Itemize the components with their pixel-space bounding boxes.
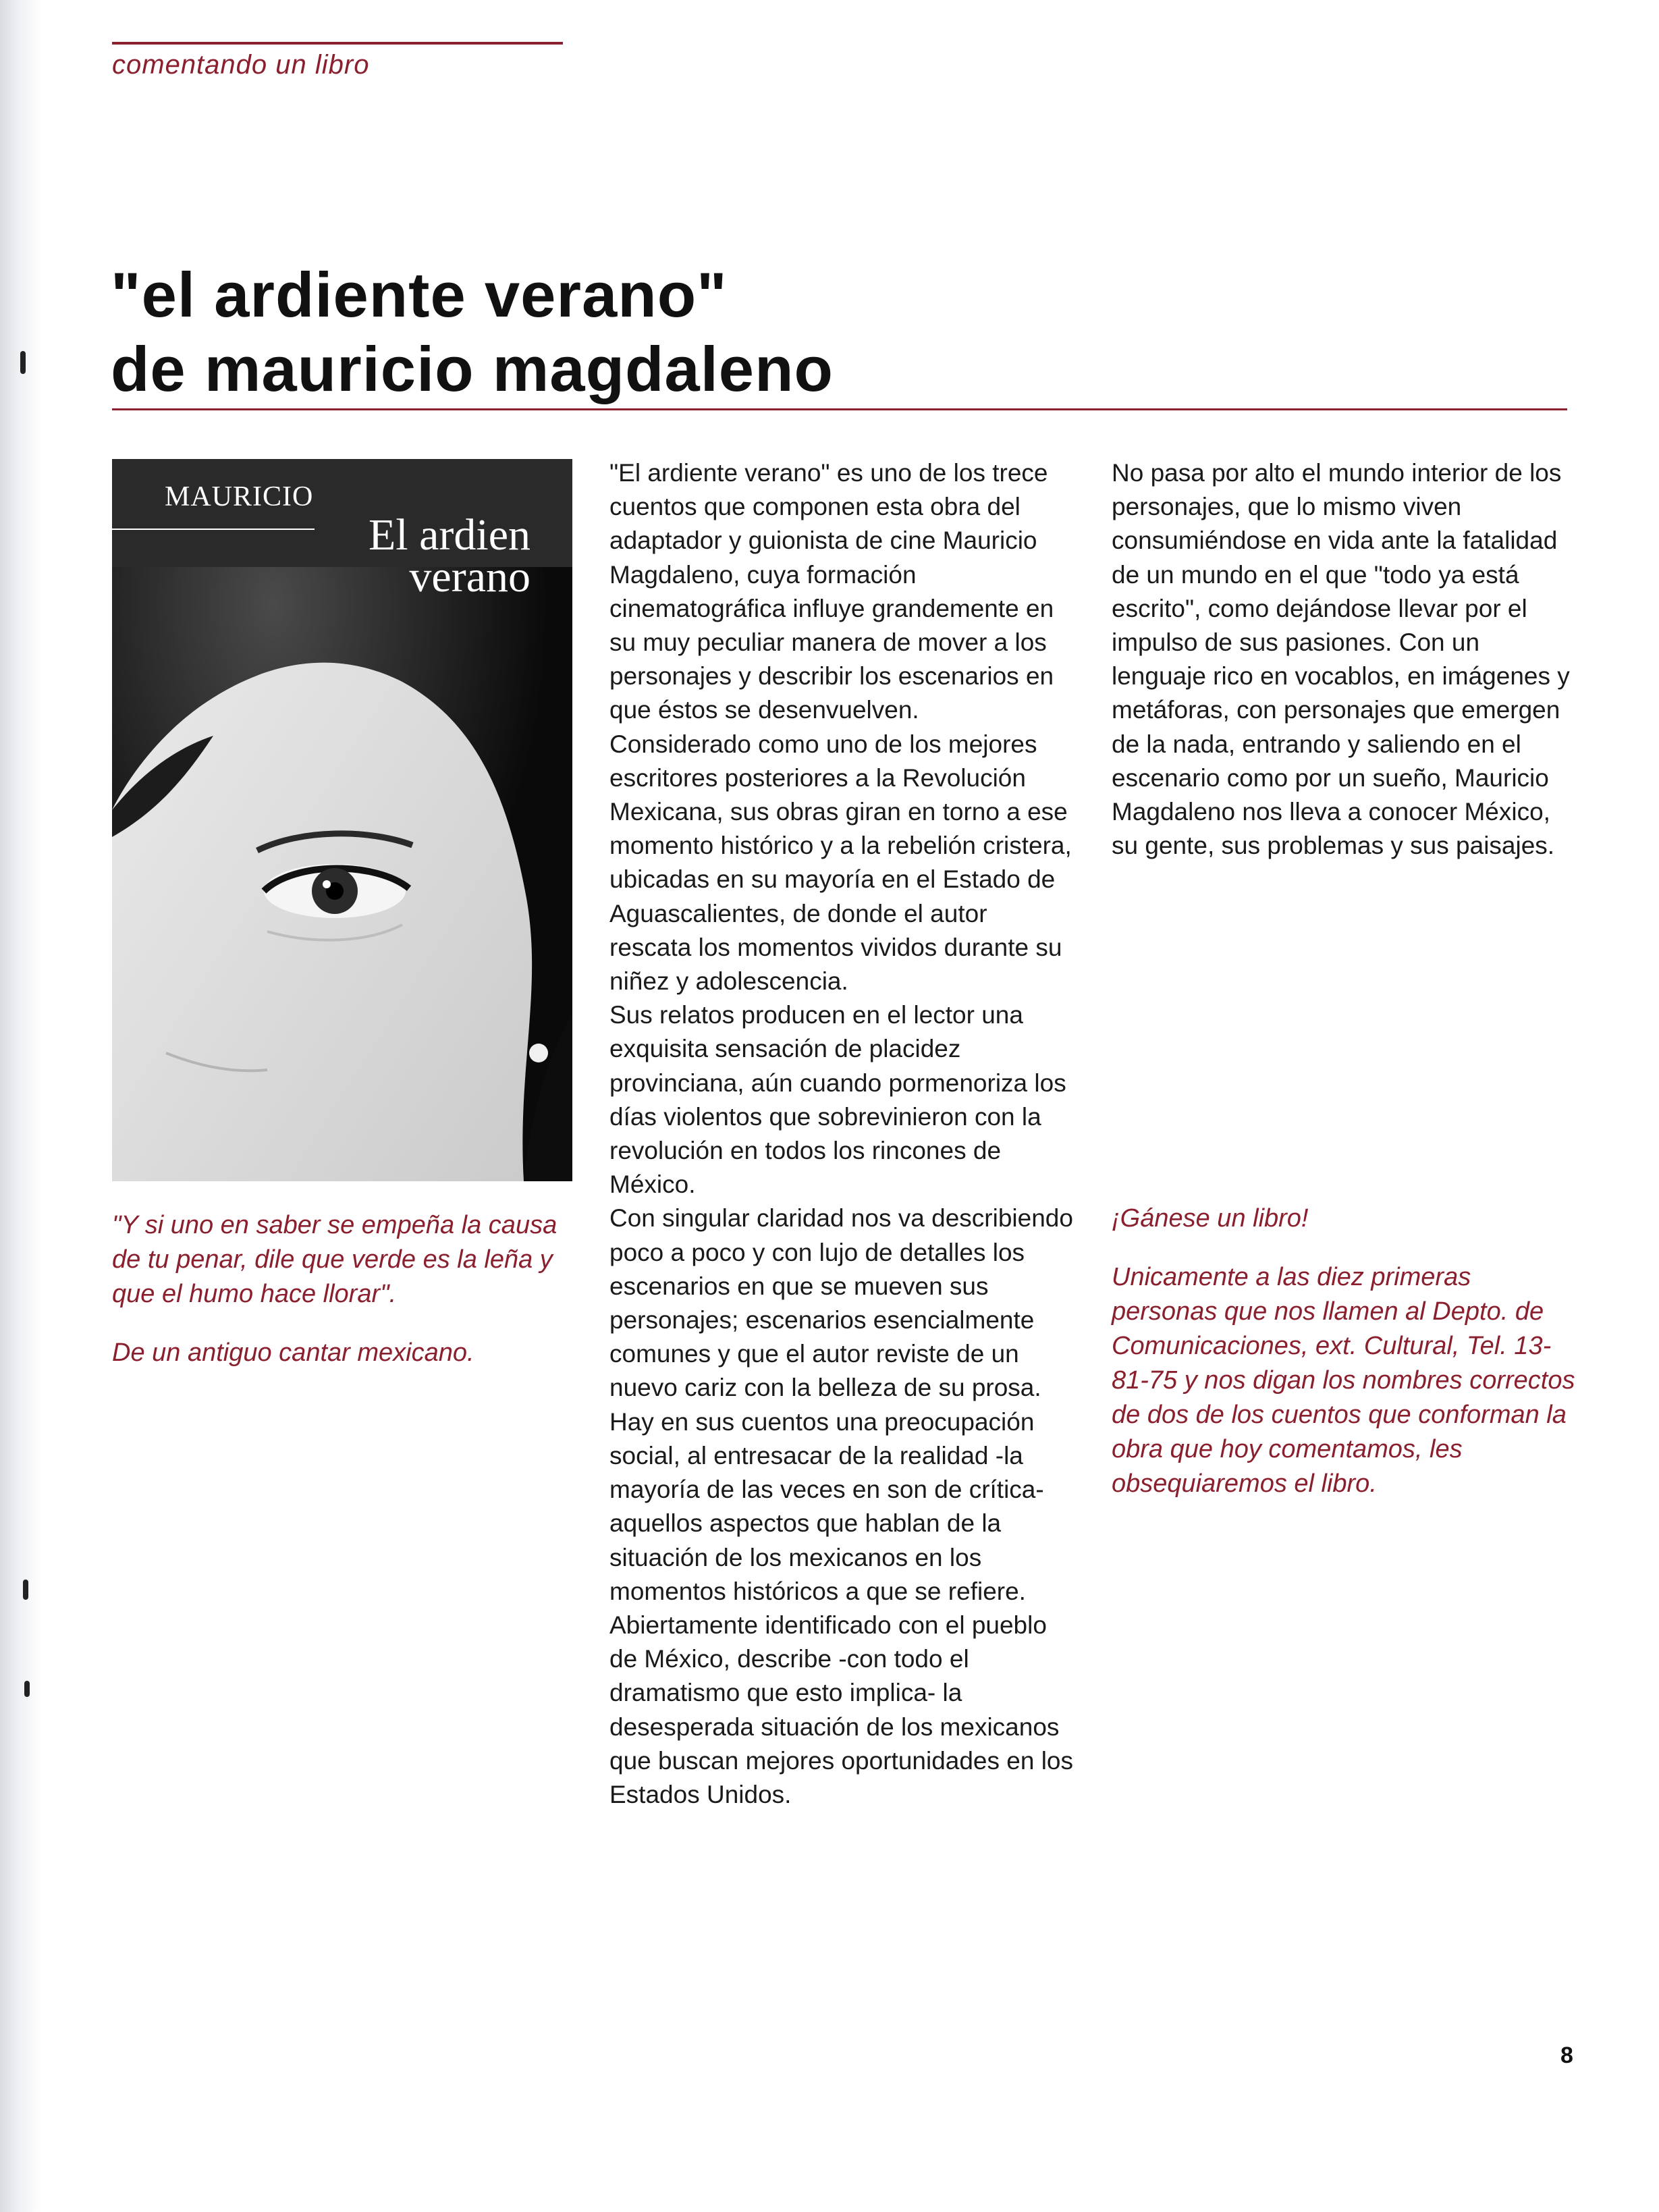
title-line-1: "el ardiente verano" — [111, 259, 728, 330]
cover-title-line-1: El ardien — [368, 510, 531, 560]
contest-heading: ¡Gánese un libro! — [1112, 1204, 1309, 1233]
cover-title — [112, 510, 531, 601]
binding-staple-mark — [23, 1580, 28, 1600]
body-paragraph: No pasa por alto el mundo interior de los personajes, que lo mismo viven consumiéndose en vida ante la fatalidad de un mundo en el que "todo ya está escrito", como dejándose llevar por el impulso de sus pasiones. Con un lenguaje rico en vocablos, en imágenes y metáforas, con personajes que emergen de la nada, entrando y saliendo en el escenario como por un sueño, Mauricio Magdaleno nos lleva a conocer México, su gente, sus problemas y sus paisajes. — [1112, 459, 1570, 860]
body-paragraph: "El ardiente verano" es uno de los trece cuentos que componen esta obra del adaptador y guionista de cine Mauricio Magdaleno, cuya formación cinematográfica influye grandemente en su muy peculiar manera de mover a los personajes y describir los escenarios en que éstos se desenvuelven. — [609, 459, 1054, 724]
cover-author: MAURICIO — [165, 481, 314, 512]
body-column-middle — [609, 456, 1075, 1812]
section-rule — [112, 42, 563, 45]
body-paragraph: Sus relatos producen en el lector una exquisita sensación de placidez provinciana, aún cuando pormenoriza los días violentos que sobrevinieron con la revolución en todos los rincones de México. — [609, 1001, 1066, 1199]
body-column-right — [1112, 456, 1577, 863]
contest-text: Unicamente a las diez primeras personas que nos llamen al Depto. de Comunicaciones, ext. Cultural, Tel. 13-81-75 y nos digan los nombres correctos de dos de los cuentos que conforman la obra que hoy comentamos, les obsequiaremos el libro. — [1112, 1263, 1575, 1498]
body-paragraph: Hay en sus cuentos una preocupación social, al entresacar de la realidad -la mayoría de las veces en son de crítica- aquellos aspectos que hablan de la situación de los mexicanos en los momentos históricos a que se refiere. — [609, 1407, 1044, 1605]
title-rule — [112, 408, 1567, 410]
body-paragraph: Con singular claridad nos va describiendo poco a poco y con lujo de detalles los escenarios en que se mueven sus personajes; escenarios esencialmente comunes y que el autor reviste de un nuevo cariz con la belleza de su prosa. — [609, 1204, 1073, 1402]
epigraph — [112, 1208, 564, 1395]
contest-box — [1112, 1202, 1577, 1526]
page-number: 8 — [1560, 2043, 1573, 2068]
epigraph-quote: "Y si uno en saber se empeña la causa de tu penar, dile que verde es la leña y que el humo hace llorar". — [112, 1211, 557, 1308]
book-cover-image — [112, 459, 572, 1181]
title-line-2: de mauricio magdaleno — [111, 333, 834, 404]
binding-staple-mark — [24, 1681, 30, 1697]
body-paragraph: Considerado como uno de los mejores escritores posteriores a la Revolución Mexicana, sus obras giran en torno a ese momento histórico y a la rebelión cristera, ubicadas en su mayoría en el Estado de Aguascalientes, de donde el autor rescata los momentos vividos durante su niñez y adolescencia. — [609, 730, 1072, 996]
binding-staple-mark — [20, 351, 26, 374]
article-title — [111, 258, 834, 406]
cover-title-line-2: verano — [409, 552, 531, 601]
body-paragraph: Abiertamente identificado con el pueblo de México, describe -con todo el dramatismo que esto implica- la desesperada situación de los mexicanos que buscan mejores oportunidades en los Estados Unidos. — [609, 1611, 1074, 1808]
page-edge-shadow — [0, 0, 40, 2212]
epigraph-source: De un antiguo cantar mexicano. — [112, 1339, 474, 1367]
section-label: comentando un libro — [112, 50, 370, 80]
